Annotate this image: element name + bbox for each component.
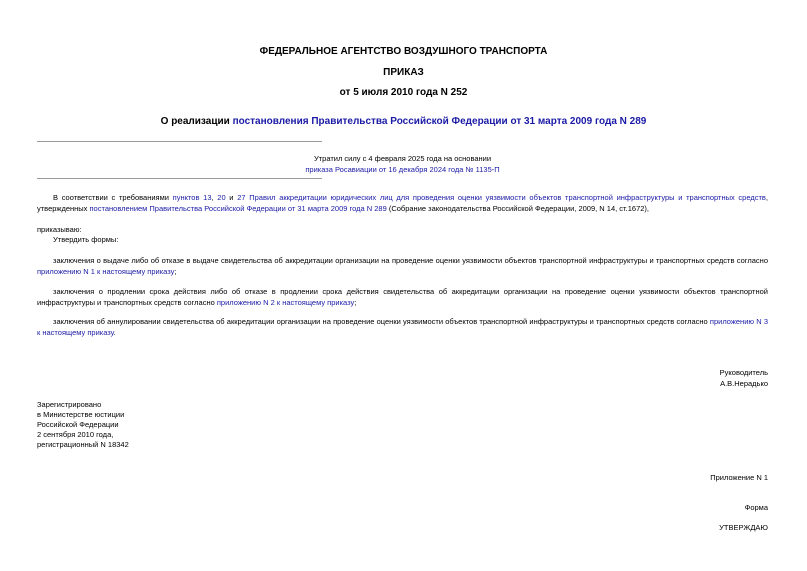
doc-date-number: от 5 июля 2010 года N 252 [339, 87, 468, 98]
status-line: Утратил силу с 4 февраля 2025 года на основании [313, 154, 492, 163]
list-item [37, 255, 768, 277]
registration-line-4: 2 сентября 2010 года, [37, 430, 114, 439]
order-word: приказываю: [37, 225, 82, 234]
registration-line-2: в Министерстве юстиции [37, 410, 125, 419]
intro-paragraph [37, 192, 768, 214]
intro-text-1: В соответствии с требованиями [53, 193, 173, 202]
list-item [37, 316, 768, 338]
intro-text-3: и [225, 193, 238, 202]
registration-line-5: регистрационный N 18342 [37, 440, 129, 449]
form-label: Форма [744, 503, 768, 512]
appendix-3-link[interactable]: приложению N 3 к настоящему приказу [37, 317, 768, 337]
intro-text-4: , утвержденных [37, 193, 769, 213]
appendix-label: Приложение N 1 [710, 473, 768, 482]
divider-top [37, 141, 322, 142]
status-link-line [37, 164, 768, 175]
approve-label: УТВЕРЖДАЮ [719, 523, 768, 532]
registration-line-1: Зарегистрировано [37, 400, 102, 409]
link-item-13[interactable]: пунктов 13 [172, 193, 212, 202]
divider-bottom [37, 178, 322, 179]
link-decree[interactable]: постановлением Правительства Российской Федерации от 31 марта 2009 года N 289 [89, 204, 387, 213]
item-tail: ; [354, 298, 357, 307]
item-text: заключения об аннулировании свидетельства об аккредитации организации на проведение оценки уязвимости объектов транспортной инфраструктуры и транспортных средств согласно [53, 317, 710, 326]
item-text: заключения о выдаче либо об отказе в выдаче свидетельства об аккредитации организации на проведение оценки уязвимости объектов транспортной инфраструктуры и транспортных средств согласно [53, 256, 768, 265]
appendix-1-link[interactable]: приложению N 1 к настоящему приказу [37, 267, 175, 276]
link-item-20[interactable]: 20 [217, 193, 226, 202]
doc-subject [0, 116, 807, 127]
doc-type: ПРИКАЗ [383, 67, 424, 78]
link-rules[interactable]: 27 Правил аккредитации юридических лиц для проведения оценки уязвимости объектов транспортной инфраструктуры и транспортных средств [237, 193, 766, 202]
status-link[interactable]: приказа Росавиации от 16 декабря 2024 года № 1135-П [305, 165, 500, 174]
item-text: заключения о продлении срока действия либо об отказе в продлении срока действия свидетельства об аккредитации организации на проведение оценки уязвимости объектов транспортной инфраструктуры и транспортных средств согласно [37, 287, 768, 307]
item-tail: ; [174, 267, 177, 276]
subject-prefix: О реализации [160, 116, 233, 127]
item-tail: . [113, 328, 116, 337]
signature-name: А.В.Нерадько [720, 379, 768, 388]
approve-forms: Утвердить формы: [53, 235, 119, 244]
list-item [37, 286, 768, 308]
signature-position: Руководитель [719, 368, 768, 377]
appendix-2-link[interactable]: приложению N 2 к настоящему приказу [216, 298, 355, 307]
agency-title: ФЕДЕРАЛЬНОЕ АГЕНТСТВО ВОЗДУШНОГО ТРАНСПОРТА [259, 46, 548, 57]
intro-text-2: , [211, 193, 218, 202]
subject-link[interactable]: постановления Правительства Российской Федерации от 31 марта 2009 года N 289 [232, 116, 647, 127]
intro-text-5: (Собрание законодательства Российской Федерации, 2009, N 14, ст.1672), [386, 204, 650, 213]
registration-line-3: Российской Федерации [37, 420, 119, 429]
